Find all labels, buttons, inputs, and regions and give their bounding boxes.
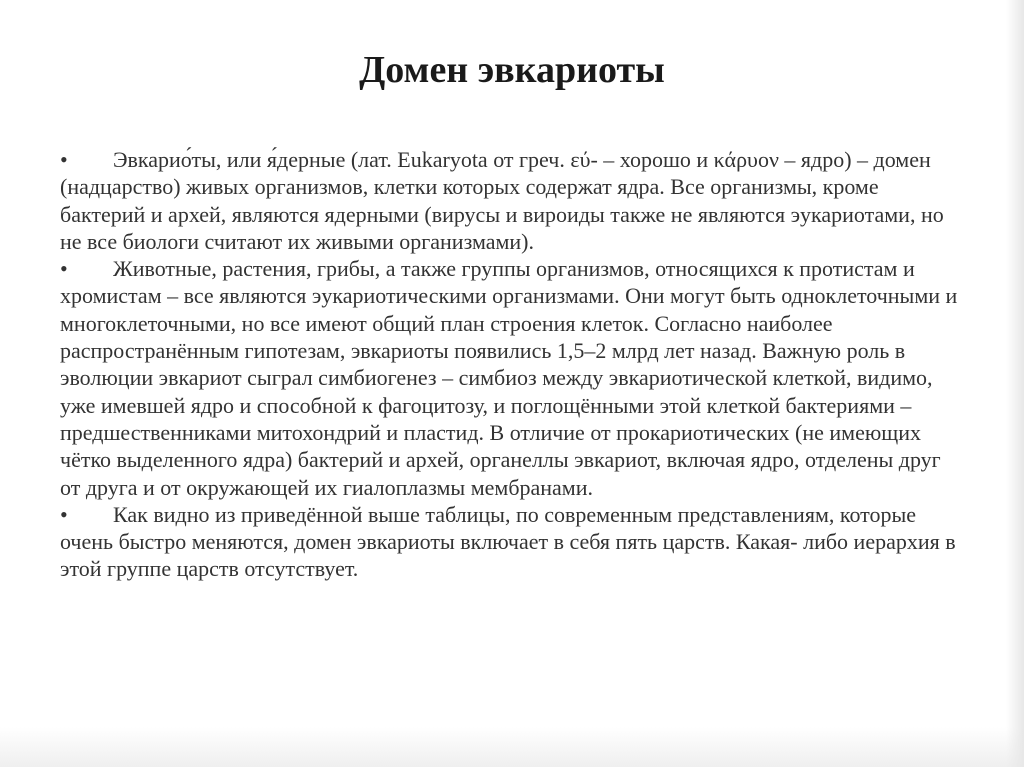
slide-title: Домен эвкариоты [359,49,665,91]
paragraph-text: Животные, растения, грибы, а также группы организмов, относящихся к протистам и хромистам – все являются эукариотическими организмами. Они могут быть одноклеточными и многоклеточными, но все имеют общий план строения клеток. Согласно наиболее распространённым гипотезам, эвкариоты появились 1,5–2 млрд лет назад. Важную роль в эволюции эвкариот сыграл симбиогенез – симбиоз между эвкариотической клеткой, видимо, уже имевшей ядро и способной к фагоцитозу, и поглощёнными этой клеткой бактериями – предшественниками митохондрий и пластид. В отличие от прокариотических (не имеющих чётко выделенного ядра) бактерий и архей, органеллы эвкариот, включая ядро, отделены друг от друга и от окружающей их гиалоплазмы мембранами. [60,256,958,500]
bullet-paragraph-3 [60,501,960,583]
paragraph-text: Как видно из приведённой выше таблицы, по современным представлениям, которые очень быстро меняются, домен эвкариоты включает в себя пять царств. Какая- либо иерархия в этой группе царств отсутствует. [60,501,956,582]
slide-body [60,146,960,583]
bullet-marker: • [60,501,68,527]
bullet-marker: • [60,147,68,172]
slide-edge-shadow-right [1006,0,1024,767]
bullet-paragraph-1 [60,146,960,255]
bullet-paragraph-2 [60,255,960,501]
slide-edge-shadow-bottom [0,727,1024,767]
bullet-marker: • [60,256,68,282]
paragraph-text: Эвкарио́ты, или я́дерные (лат. Eukaryota от греч. εύ- – хорошо и κάρυον – ядро) – домен (надцарство) живых организмов, клетки которых содержат ядра. Все организмы, кроме бактерий и архей, являются ядерными (вирусы и вироиды также не являются эукариотами, но не все биологи считают их живыми организмами). [60,147,944,254]
